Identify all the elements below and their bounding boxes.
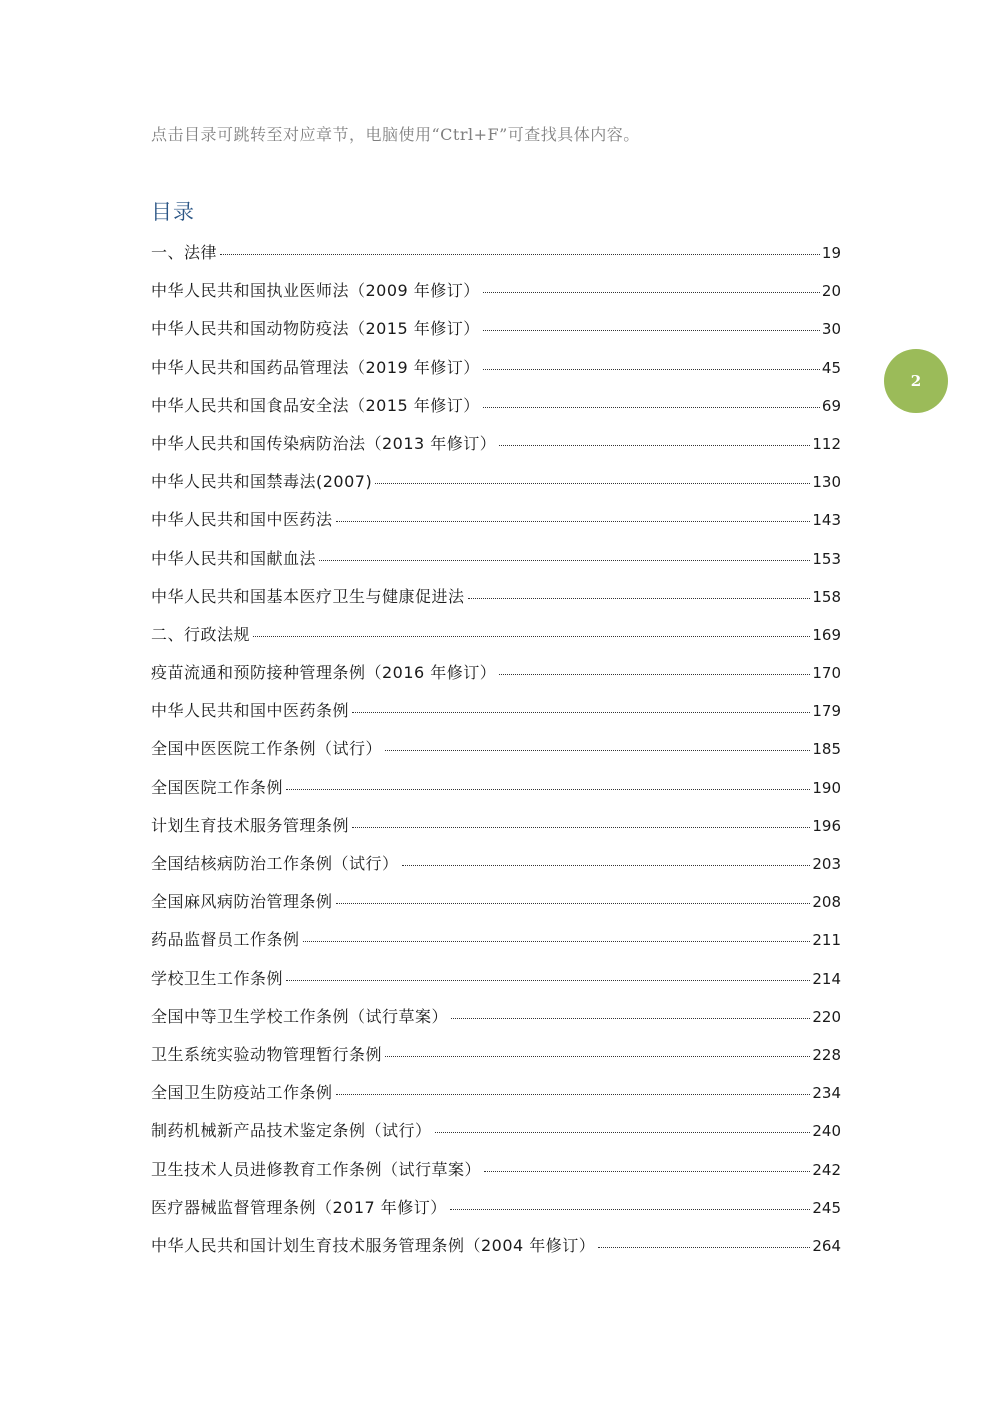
- toc-entry-page: 169: [812, 625, 841, 644]
- toc-entry-title: 医疗器械监督管理条例（2017 年修订）: [151, 1197, 447, 1217]
- toc-entry-page: 45: [821, 358, 841, 377]
- toc-entry-page: 203: [812, 855, 841, 873]
- toc-entry-page: 153: [812, 549, 841, 568]
- toc-entry[interactable]: [151, 775, 841, 813]
- toc-entry-title: 全国结核病防治工作条例（试行）: [151, 854, 399, 873]
- toc-entry-page: 185: [812, 740, 841, 759]
- toc-entry[interactable]: [151, 507, 841, 545]
- toc-entry-page: 245: [812, 1198, 841, 1217]
- toc-entry-title: 全国中等卫生学校工作条例（试行草案）: [151, 1006, 449, 1026]
- toc-dot-leader: [286, 788, 810, 790]
- toc-entry[interactable]: [151, 431, 841, 469]
- toc-entry-page: 196: [812, 816, 841, 835]
- toc-dot-leader: [352, 711, 810, 713]
- toc-dot-leader: [336, 520, 811, 522]
- toc-entry-page: 170: [812, 664, 841, 683]
- toc-entry-page: 179: [812, 702, 841, 721]
- toc-entry[interactable]: [151, 966, 841, 1004]
- toc-entry[interactable]: [151, 813, 841, 851]
- toc-entry-page: 19: [821, 244, 841, 262]
- toc-entry-title: 一、法律: [151, 243, 218, 262]
- toc-entry[interactable]: [151, 469, 841, 507]
- toc-entry-title: 全国医院工作条例: [151, 777, 284, 797]
- toc-dot-leader: [483, 406, 820, 408]
- toc-dot-leader: [319, 559, 810, 561]
- toc-dot-leader: [336, 1093, 811, 1095]
- toc-entry-page: 220: [812, 1007, 841, 1026]
- toc-list: [151, 240, 841, 1271]
- toc-entry-title: 中华人民共和国献血法: [151, 548, 317, 568]
- toc-entry[interactable]: [151, 889, 841, 927]
- toc-entry-page: 69: [821, 396, 841, 415]
- toc-entry-title: 中华人民共和国计划生育技术服务管理条例（2004 年修订）: [151, 1235, 596, 1255]
- toc-entry-page: 211: [812, 931, 841, 950]
- toc-entry-title: 中华人民共和国食品安全法（2015 年修订）: [151, 395, 480, 415]
- toc-entry-page: 112: [812, 434, 841, 453]
- toc-entry-title: 二、行政法规: [151, 624, 251, 644]
- toc-dot-leader: [286, 979, 810, 981]
- toc-dot-leader: [435, 1131, 811, 1133]
- toc-dot-leader: [402, 864, 811, 866]
- toc-dot-leader: [499, 444, 810, 446]
- toc-dot-leader: [483, 291, 820, 293]
- toc-entry[interactable]: [151, 546, 841, 584]
- toc-entry[interactable]: [151, 1004, 841, 1042]
- toc-entry-page: 208: [812, 893, 841, 912]
- toc-entry-page: 20: [821, 282, 841, 301]
- toc-entry-page: 214: [812, 969, 841, 988]
- toc-entry[interactable]: [151, 851, 841, 889]
- toc-entry[interactable]: [151, 698, 841, 736]
- toc-entry[interactable]: [151, 1233, 841, 1271]
- toc-entry[interactable]: [151, 316, 841, 354]
- toc-entry-title: 药品监督员工作条例: [151, 930, 300, 950]
- toc-dot-leader: [483, 329, 820, 331]
- toc-entry[interactable]: [151, 1042, 841, 1080]
- toc-entry[interactable]: [151, 622, 841, 660]
- toc-entry[interactable]: [151, 278, 841, 316]
- toc-entry[interactable]: [151, 1080, 841, 1118]
- toc-entry[interactable]: [151, 660, 841, 698]
- toc-dot-leader: [220, 253, 820, 255]
- toc-dot-leader: [451, 1017, 810, 1019]
- toc-entry-title: 全国卫生防疫站工作条例: [151, 1083, 333, 1103]
- toc-entry-page: 143: [812, 511, 841, 530]
- toc-entry-title: 全国麻风病防治管理条例: [151, 892, 333, 912]
- toc-dot-leader: [468, 597, 811, 599]
- toc-entry-title: 计划生育技术服务管理条例: [151, 815, 350, 835]
- toc-entry[interactable]: [151, 1157, 841, 1195]
- toc-entry-title: 全国中医医院工作条例（试行）: [151, 739, 383, 759]
- toc-entry[interactable]: [151, 1118, 841, 1156]
- toc-entry-title: 中华人民共和国禁毒法(2007): [151, 472, 373, 492]
- toc-dot-leader: [336, 902, 811, 904]
- toc-title: 目录: [151, 200, 195, 224]
- toc-dot-leader: [375, 482, 810, 484]
- toc-entry-title: 制药机械新产品技术鉴定条例（试行）: [151, 1121, 432, 1141]
- navigation-hint: 点击目录可跳转至对应章节，电脑使用“Ctrl+F”可查找具体内容。: [151, 125, 640, 144]
- toc-entry-title: 中华人民共和国执业医师法（2009 年修订）: [151, 281, 480, 301]
- toc-entry-page: 190: [812, 778, 841, 797]
- toc-dot-leader: [450, 1208, 811, 1210]
- toc-entry-title: 中华人民共和国动物防疫法（2015 年修订）: [151, 319, 480, 339]
- toc-dot-leader: [499, 673, 810, 675]
- toc-entry-page: 30: [821, 320, 841, 339]
- toc-entry[interactable]: [151, 393, 841, 431]
- toc-entry-page: 264: [812, 1236, 841, 1255]
- toc-entry-title: 中华人民共和国药品管理法（2019 年修订）: [151, 357, 480, 377]
- toc-entry-title: 中华人民共和国中医药条例: [151, 701, 350, 721]
- toc-entry[interactable]: [151, 736, 841, 774]
- toc-dot-leader: [385, 749, 810, 751]
- toc-entry-page: 240: [812, 1122, 841, 1141]
- toc-entry-title: 疫苗流通和预防接种管理条例（2016 年修订）: [151, 663, 497, 683]
- toc-entry-page: 158: [812, 587, 841, 606]
- toc-entry-page: 130: [812, 473, 841, 492]
- toc-entry-title: 卫生技术人员进修教育工作条例（试行草案）: [151, 1159, 482, 1179]
- page-number-badge: 2: [884, 349, 948, 413]
- toc-entry[interactable]: [151, 1195, 841, 1233]
- toc-entry[interactable]: [151, 584, 841, 622]
- toc-dot-leader: [483, 368, 820, 370]
- toc-dot-leader: [598, 1246, 810, 1248]
- toc-entry[interactable]: [151, 355, 841, 393]
- toc-entry-page: 234: [812, 1084, 841, 1103]
- toc-entry-title: 中华人民共和国传染病防治法（2013 年修订）: [151, 433, 497, 453]
- toc-entry-title: 中华人民共和国中医药法: [151, 510, 333, 530]
- toc-dot-leader: [484, 1170, 810, 1172]
- toc-dot-leader: [352, 826, 810, 828]
- toc-dot-leader: [303, 940, 811, 942]
- toc-entry[interactable]: [151, 240, 841, 278]
- toc-entry-title: 卫生系统实验动物管理暂行条例: [151, 1044, 383, 1064]
- toc-dot-leader: [385, 1055, 810, 1057]
- toc-entry-title: 学校卫生工作条例: [151, 968, 284, 988]
- toc-entry-title: 中华人民共和国基本医疗卫生与健康促进法: [151, 586, 465, 606]
- toc-dot-leader: [253, 635, 810, 637]
- toc-entry[interactable]: [151, 927, 841, 965]
- toc-entry-page: 228: [812, 1045, 841, 1064]
- toc-entry-page: 242: [812, 1160, 841, 1179]
